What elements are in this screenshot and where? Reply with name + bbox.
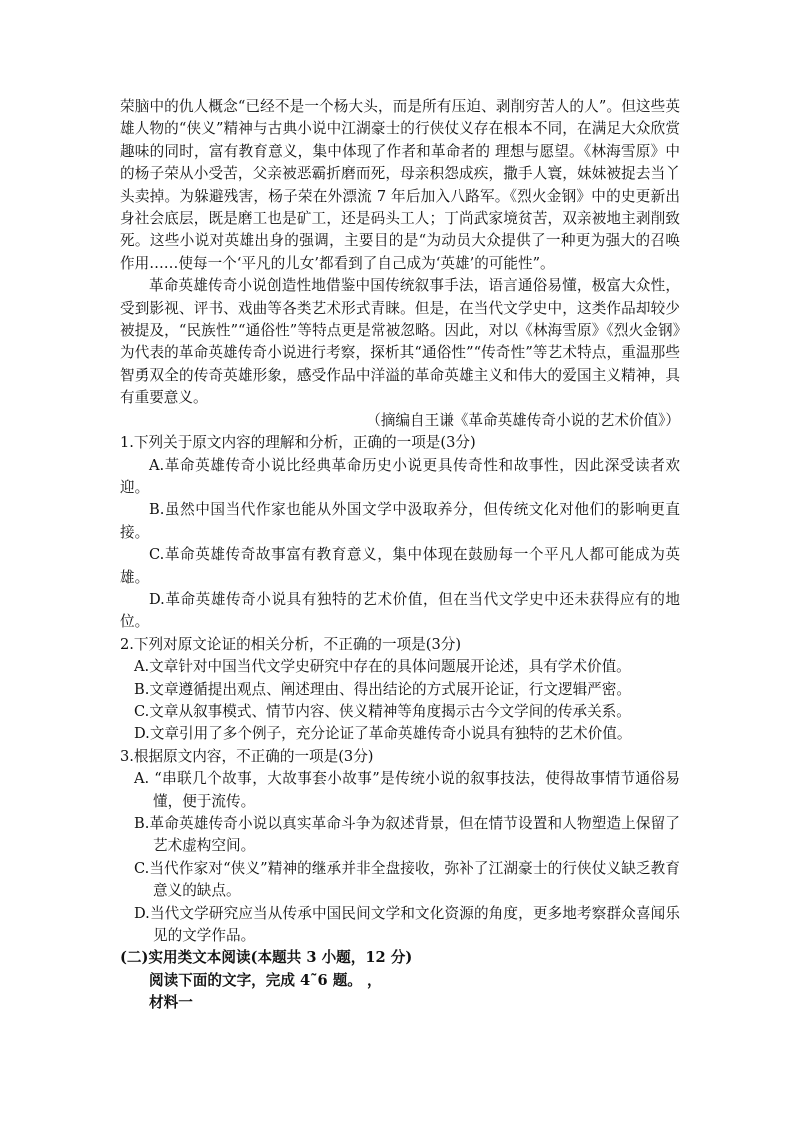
question-option: D.当代文学研究应当从传承中国民间文学和文化资源的角度，更多地考察群众喜闻乐见的文学作品。	[134, 904, 680, 945]
section-heading: (二)实用类文本阅读(本题共 3 小题，12 分)	[120, 949, 413, 967]
question-stem: 1.下列关于原文内容的理解和分析，正确的一项是(3分)	[120, 434, 476, 452]
question-2	[120, 634, 680, 746]
question-option: A.文章针对中国当代文学史研究中存在的具体问题展开论述，具有学术价值。	[134, 658, 631, 676]
passage-paragraph-1: 荣脑中的仇人概念“已经不是一个杨大头，而是所有压迫、剥削穷苦人的人”。但这些英雄人物的“侠义”精神与古典小说中江湖豪士的行侠仗义存在根本不同，在满足大众欣赏趣味的同时，富有教育意义，集中体现了作者和革命者的 理想与愿望。《林海雪原》中的杨子荣从小受苦，父亲被恶霸折磨而死，母亲积怨成疾，撒手人寰，妹妹被捉去当丫头卖掉。为躲避残害，杨子荣在外漂流 7 年后加入八路军。《烈火金钢》中的史更新出身社会底层，既是磨工也是矿工，还是码头工人；丁尚武家境贫苦，双亲被地主剥削致死。这些小说对英雄出身的强调，主要目的是“为动员大众提供了一种更为强大的召唤作用……使每一个‘平凡的儿女’都看到了自己成为‘英雄’的可能性”。	[120, 98, 680, 272]
question-option: B.革命英雄传奇小说以真实革命斗争为叙述背景，但在情节设置和人物塑造上保留了艺术虚构空间。	[134, 815, 680, 855]
question-option: C.当代作家对“侠义”精神的继承并非全盘接收，弥补了江湖豪士的行侠仗义缺乏教育意义的缺点。	[134, 859, 680, 900]
question-option: A.革命英雄传奇小说比经典革命历史小说更具传奇性和故事性，因此深受读者欢迎。	[120, 456, 680, 496]
document-page	[120, 96, 680, 1015]
passage-paragraph-2: 革命英雄传奇小说创造性地借鉴中国传统叙事手法，语言通俗易懂，极富大众性，受到影视、评书、戏曲等各类艺术形式青睐。但是，在当代文学史中，这类作品却较少被提及，“民族性”“通俗性”等特点更是常被忽略。因此，对以《林海雪原》《烈火金钢》为代表的革命英雄传奇小说进行考察，探析其“通俗性”“传奇性”等艺术特点，重温那些智勇双全的传奇英雄形象，感受作品中洋溢的革命英雄主义和伟大的爱国主义精神，具有重要意义。	[120, 277, 680, 407]
passage-source: （摘编自王谦《革命英雄传奇小说的艺术价值》）	[366, 411, 680, 429]
question-1	[120, 432, 680, 634]
question-option: D.文章引用了多个例子，充分论证了革命英雄传奇小说具有独特的艺术价值。	[134, 725, 632, 743]
material-label: 材料一	[149, 994, 193, 1012]
question-option: A. “串联几个故事，大故事套小故事”是传统小说的叙事技法，使得故事情节通俗易懂，便于流传。	[134, 770, 680, 810]
question-stem: 3.根据原文内容，不正确的一项是(3分)	[120, 747, 374, 765]
question-option: C.文章从叙事模式、情节内容、侠义精神等角度揭示古今文学间的传承关系。	[134, 702, 631, 720]
question-option: C.革命英雄传奇故事富有教育意义，集中体现在鼓励每一个平凡人都可能成为英雄。	[120, 546, 680, 586]
question-option: B.文章遵循提出观点、阐述理由、得出结论的方式展开论证，行文逻辑严密。	[134, 680, 631, 698]
section-instruction: 阅读下面的文字，完成 4˜6 题。 ，	[149, 971, 382, 989]
question-stem: 2.下列对原文论证的相关分析，不正确的一项是(3分)	[120, 635, 462, 653]
question-3	[120, 746, 680, 948]
question-option: D.革命英雄传奇小说具有独特的艺术价值，但在当代文学史中还未获得应有的地位。	[120, 590, 680, 631]
question-option: B.虽然中国当代作家也能从外国文学中汲取养分，但传统文化对他们的影响更直接。	[120, 501, 680, 541]
